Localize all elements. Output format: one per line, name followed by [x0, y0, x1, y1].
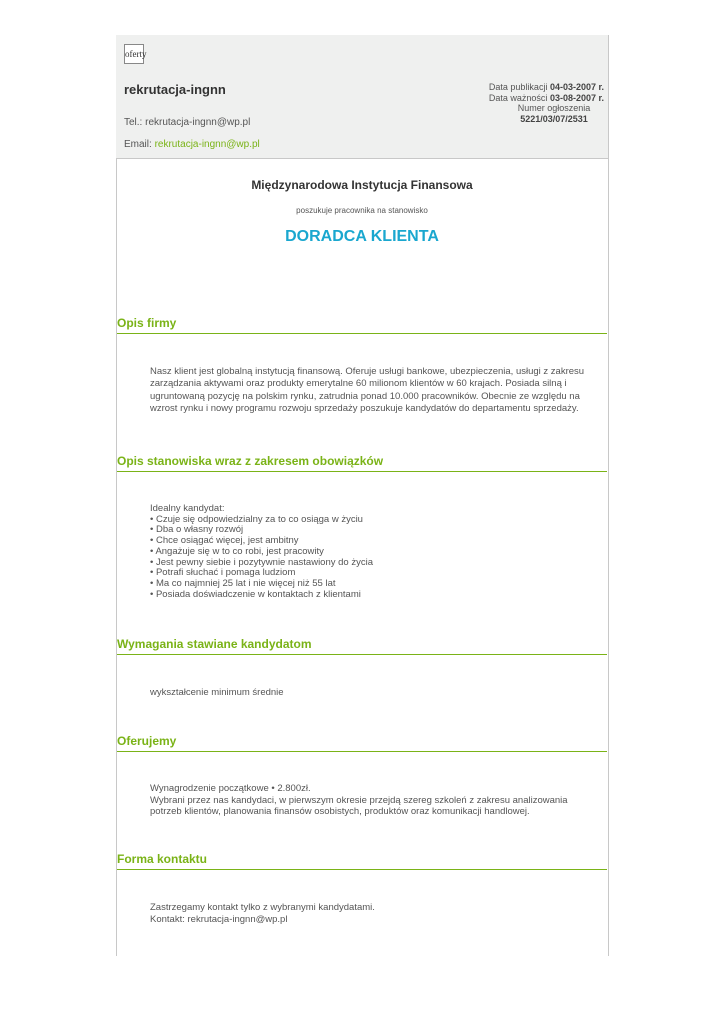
section-body-company [150, 366, 590, 415]
section-body-duties [150, 504, 590, 600]
validity-label: Data ważności [488, 92, 548, 103]
list-item: • Chce osiągać więcej, jest ambitny [150, 535, 299, 547]
company-name: rekrutacja-ingnn [124, 82, 226, 97]
section-title-contact: Forma kontaktu [117, 852, 607, 870]
publication-label: Data publikacji [488, 82, 548, 92]
text-line: Idealny kandydat: [150, 503, 225, 514]
text-line: potrzeb klientów, planowania finansów osobistych, produktów oraz komunikacji handlowej. [150, 806, 530, 818]
section-title-company: Opis firmy [117, 316, 607, 334]
text-line: wykształcenie minimum średnie [150, 687, 284, 698]
ad-number [504, 114, 604, 125]
list-item: • Czuje się odpowiedzialny za to co osiąga w życiu [150, 513, 363, 525]
email-link[interactable]: rekrutacja-ingnn@wp.pl [154, 139, 260, 150]
organization-name: Międzynarodowa Instytucja Finansowa [251, 178, 473, 192]
phone-line [124, 117, 250, 128]
ad-number-label: Numer ogłoszenia [517, 103, 591, 113]
logo: oferty [124, 44, 144, 64]
list-item: • Posiada doświadczenie w kontaktach z klientami [150, 588, 361, 600]
section-body-contact [150, 902, 590, 925]
text-line: wzrost rynku i nowy programu rozwoju sprzedaży poszukuje kandydatów do departamentu sprzedaży. [150, 402, 579, 414]
text-line: Wybrani przez nas kandydaci, w pierwszym okresie przejdą szereg szkoleń z zakresu analizowania [150, 794, 568, 806]
section-title-duties: Opis stanowiska wraz z zakresem obowiązków [117, 454, 607, 472]
list-item: • Potrafi słuchać i pomaga ludziom [150, 567, 296, 579]
text-line: Wynagrodzenie początkowe • 2.800zł. [150, 783, 311, 794]
header-panel [116, 35, 608, 159]
position-title: DORADCA KLIENTA [285, 228, 439, 245]
seeking-text: poszukuje pracownika na stanowisko [296, 206, 428, 215]
publication-date-line [404, 82, 604, 93]
email-line [124, 139, 260, 150]
list-item: • Jest pewny siebie i pozytywnie nastawiony do życia [150, 556, 373, 568]
validity-date-line [404, 93, 604, 104]
section-body-offer [150, 783, 590, 818]
text-line: ugruntowaną pozycję na polskim rynku, zatrudnia ponad 10.000 pracowników. Obecnie ze względu na [150, 390, 580, 402]
phone-value: rekrutacja-ingnn@wp.pl [145, 117, 251, 128]
list-item: • Dba o własny rozwój [150, 524, 244, 536]
list-item: • Angażuje się w to co robi, jest pracowity [150, 545, 324, 557]
email-label: Email: [124, 139, 152, 150]
phone-label: Tel.: [124, 117, 143, 128]
ad-metadata [404, 82, 604, 124]
section-body-requirements [150, 687, 590, 699]
text-line: Nasz klient jest globalną instytucją finansową. Oferuje usługi bankowe, ubezpieczenia, usługi z zakresu [150, 366, 585, 377]
section-title-requirements: Wymagania stawiane kandydatom [117, 637, 607, 655]
section-title-offer: Oferujemy [117, 734, 607, 752]
list-item: • Ma co najmniej 25 lat i nie więcej niż 55 lat [150, 577, 336, 589]
publication-date: 04-03-2007 r. [549, 82, 604, 92]
validity-date: 03-08-2007 r. [549, 92, 604, 103]
ad-number-value: 5221/03/07/2531 [520, 113, 588, 124]
text-line: Zastrzegamy kontakt tylko z wybranymi kandydatami. [150, 902, 375, 913]
text-line: Kontakt: rekrutacja-ingnn@wp.pl [150, 913, 288, 925]
text-line: zarządzania aktywami oraz produkty emerytalne 60 milionom klientów w 60 krajach. Posiada silną i [150, 378, 567, 390]
